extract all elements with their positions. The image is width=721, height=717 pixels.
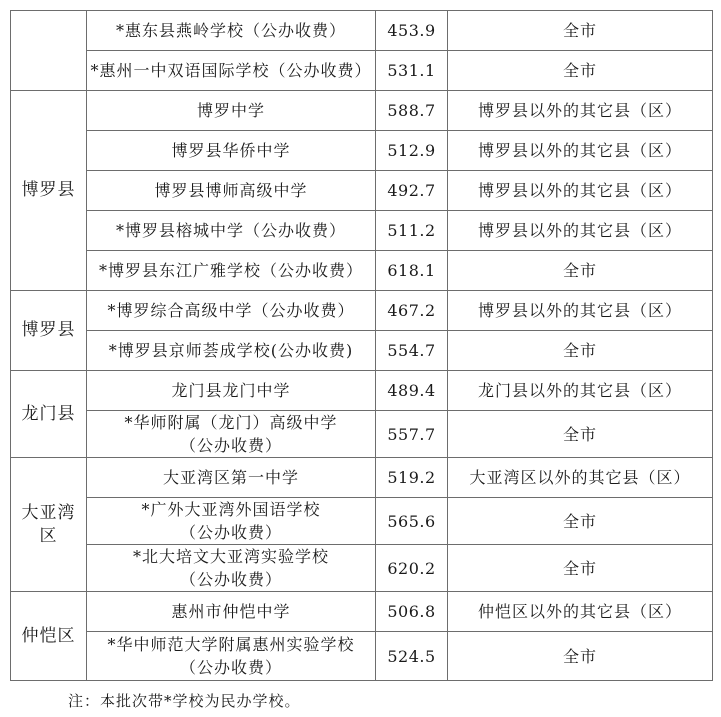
county-cell: 博罗县 (11, 91, 87, 291)
score-cell: 554.7 (376, 331, 448, 371)
scope-cell: 全市 (448, 545, 713, 592)
county-cell: 龙门县 (11, 371, 87, 458)
school-name-cell: *北大培文大亚湾实验学校 （公办收费） (87, 545, 376, 592)
school-name-cell: 龙门县龙门中学 (87, 371, 376, 411)
scope-cell: 全市 (448, 51, 713, 91)
scope-cell: 博罗县以外的其它县（区） (448, 131, 713, 171)
school-name-cell: *博罗县榕城中学（公办收费） (87, 211, 376, 251)
table-row (11, 251, 713, 291)
scope-cell: 博罗县以外的其它县（区） (448, 291, 713, 331)
table-row (11, 331, 713, 371)
score-cell: 506.8 (376, 592, 448, 632)
table-row (11, 371, 713, 411)
table-row (11, 411, 713, 458)
table-row (11, 11, 713, 51)
scope-cell: 博罗县以外的其它县（区） (448, 211, 713, 251)
score-cell: 620.2 (376, 545, 448, 592)
scope-cell: 全市 (448, 251, 713, 291)
school-name-cell: *博罗县东江广雅学校（公办收费） (87, 251, 376, 291)
scope-cell: 全市 (448, 632, 713, 681)
school-name-cell: 博罗县博师高级中学 (87, 171, 376, 211)
table-row (11, 131, 713, 171)
school-name-cell: 惠州市仲恺中学 (87, 592, 376, 632)
table-row (11, 632, 713, 681)
school-name-cell: *惠州一中双语国际学校（公办收费） (87, 51, 376, 91)
scope-cell: 全市 (448, 331, 713, 371)
table-row (11, 211, 713, 251)
school-name-cell: 博罗中学 (87, 91, 376, 131)
table-row (11, 291, 713, 331)
table-row (11, 458, 713, 498)
score-cell: 557.7 (376, 411, 448, 458)
county-cell: 博罗县 (11, 291, 87, 371)
score-cell: 489.4 (376, 371, 448, 411)
scope-cell: 全市 (448, 11, 713, 51)
score-cell: 588.7 (376, 91, 448, 131)
score-cell: 512.9 (376, 131, 448, 171)
county-cell: 仲恺区 (11, 592, 87, 681)
scope-cell: 大亚湾区以外的其它县（区） (448, 458, 713, 498)
score-cell: 565.6 (376, 498, 448, 545)
school-name-cell: *华师附属（龙门）高级中学 （公办收费） (87, 411, 376, 458)
table-row (11, 171, 713, 211)
score-cell: 519.2 (376, 458, 448, 498)
table-row (11, 51, 713, 91)
score-cell: 618.1 (376, 251, 448, 291)
scope-cell: 全市 (448, 411, 713, 458)
score-cell: 531.1 (376, 51, 448, 91)
scope-cell: 仲恺区以外的其它县（区） (448, 592, 713, 632)
school-name-cell: *华中师范大学附属惠州实验学校 （公办收费） (87, 632, 376, 681)
admission-score-table (10, 10, 713, 681)
scope-cell: 博罗县以外的其它县（区） (448, 171, 713, 211)
score-cell: 492.7 (376, 171, 448, 211)
table-row (11, 91, 713, 131)
table-row (11, 498, 713, 545)
county-cell (11, 11, 87, 91)
score-cell: 467.2 (376, 291, 448, 331)
footnote: 注：本批次带*学校为民办学校。 (68, 692, 301, 710)
school-name-cell: *广外大亚湾外国语学校 （公办收费） (87, 498, 376, 545)
scope-cell: 博罗县以外的其它县（区） (448, 91, 713, 131)
table-row (11, 592, 713, 632)
school-name-cell: *惠东县燕岭学校（公办收费） (87, 11, 376, 51)
school-name-cell: *博罗县京师荟成学校(公办收费) (87, 331, 376, 371)
score-cell: 453.9 (376, 11, 448, 51)
score-cell: 511.2 (376, 211, 448, 251)
county-cell: 大亚湾 区 (11, 458, 87, 592)
score-cell: 524.5 (376, 632, 448, 681)
school-name-cell: 大亚湾区第一中学 (87, 458, 376, 498)
scope-cell: 全市 (448, 498, 713, 545)
table-row (11, 545, 713, 592)
school-name-cell: 博罗县华侨中学 (87, 131, 376, 171)
scope-cell: 龙门县以外的其它县（区） (448, 371, 713, 411)
school-name-cell: *博罗综合高级中学（公办收费） (87, 291, 376, 331)
